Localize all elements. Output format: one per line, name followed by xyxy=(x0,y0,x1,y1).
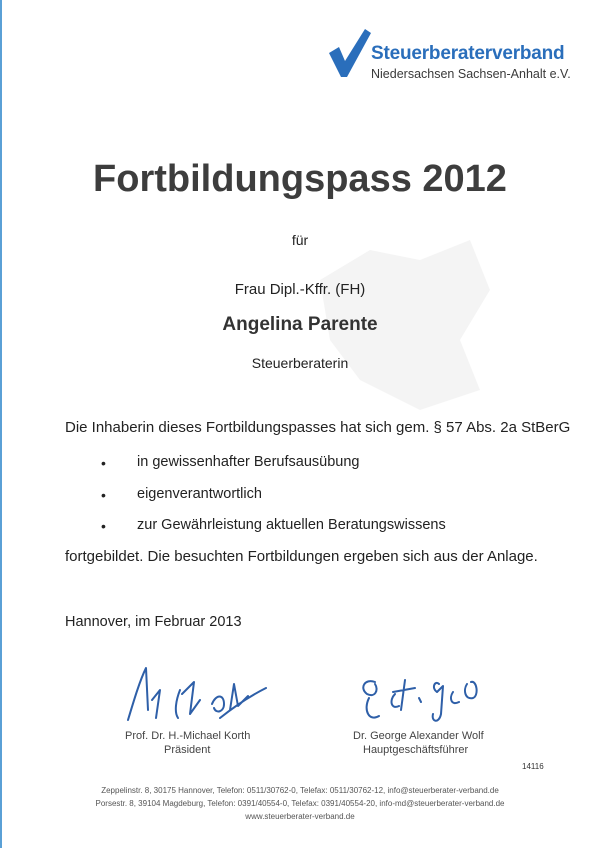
bullet-symbol: • xyxy=(101,518,106,534)
for-label: für xyxy=(291,232,309,248)
bullet-symbol: • xyxy=(101,487,106,503)
logo-subtitle: Niedersachsen Sachsen-Anhalt e.V. xyxy=(371,67,571,81)
place-date: Hannover, im Februar 2013 xyxy=(65,614,242,630)
signatory-name: Prof. Dr. H.-Michael Korth xyxy=(125,730,251,742)
footer-address-hannover: Zeppelinstr. 8, 30175 Hannover, Telefon: 0511/30762-0, Telefax: 0511/30762-12, info@steuerberater-verband.de xyxy=(101,786,499,795)
signature-managing-director xyxy=(345,670,505,760)
handwritten-signature xyxy=(120,660,270,726)
holder-profession: Steuerberaterin xyxy=(251,355,349,371)
association-logo xyxy=(327,27,577,87)
logo-title: Steuerberaterverband xyxy=(371,43,565,64)
signatory-name: Dr. George Alexander Wolf xyxy=(353,730,484,742)
holder-name: Angelina Parente xyxy=(222,314,378,335)
signatory-role: Hauptgeschäftsführer xyxy=(363,744,469,756)
footer-address-magdeburg: Porsestr. 8, 39104 Magdeburg, Telefon: 0391/40554-0, Telefax: 0391/40554-20, info-md@steuerberater-verband.de xyxy=(95,799,505,808)
document-title: Fortbildungspass 2012 xyxy=(93,158,507,200)
signature-president xyxy=(115,660,285,760)
page-edge xyxy=(0,0,2,848)
signatory-role: Präsident xyxy=(164,744,211,756)
bullet-item: in gewissenhafter Berufsausübung xyxy=(137,454,360,470)
bullet-item: zur Gewährleistung aktuellen Beratungswissens xyxy=(137,517,446,533)
closing-text: fortgebildet. Die besuchten Fortbildungen ergeben sich aus der Anlage. xyxy=(65,548,538,565)
intro-text: Die Inhaberin dieses Fortbildungspasses hat sich gem. § 57 Abs. 2a StBerG xyxy=(65,419,571,436)
bullet-symbol: • xyxy=(101,455,106,471)
bullet-item: eigenverantwortlich xyxy=(137,486,262,502)
footer-website: www.steuerberater-verband.de xyxy=(245,812,355,821)
document-number: 14116 xyxy=(522,762,544,771)
salutation: Frau Dipl.-Kffr. (FH) xyxy=(234,281,366,298)
checkmark-icon xyxy=(327,27,373,79)
handwritten-signature xyxy=(355,670,495,728)
